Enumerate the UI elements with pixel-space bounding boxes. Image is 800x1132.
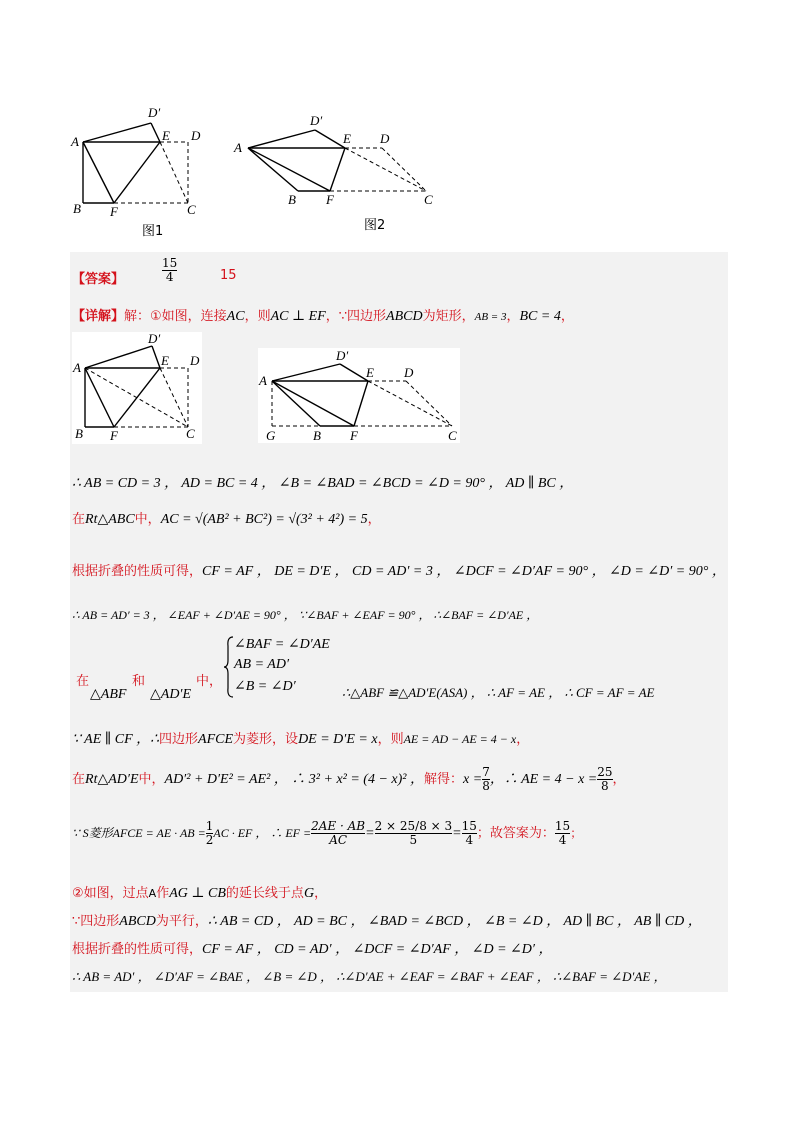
label-dprime: D′ <box>148 105 161 120</box>
line7-x: x = <box>463 772 483 787</box>
line8-end: ； <box>570 826 583 840</box>
intro-text-b: ，则 <box>244 309 271 324</box>
label-a: A <box>73 360 81 375</box>
label-b: B <box>73 201 81 216</box>
label-g: G <box>266 428 276 443</box>
line7-equation: AD′² + D′E² = AE² ， ∴ 3² + x² = (4 − x)² ， <box>164 772 424 787</box>
intro-math-bc: BC = 4 <box>519 309 561 324</box>
label-d: D <box>380 131 390 146</box>
label-e: E <box>161 353 169 368</box>
label-c: C <box>424 192 433 207</box>
line7-solve: 解得： <box>424 772 464 787</box>
answer-numerator: 15 <box>162 256 178 270</box>
solution-line-4: ∴ AB = AD′ = 3 ， ∠EAF + ∠D′AE = 90° ， ∵∠BAF + ∠EAF = 90° ， ∴∠BAF = ∠D′AE ， <box>72 608 539 622</box>
label-a: A <box>259 373 267 388</box>
line8-eq2: = <box>452 826 462 841</box>
label-e: E <box>162 128 170 143</box>
line9-b: 为平行， <box>155 914 208 929</box>
line8-half-den: 2 <box>205 833 214 847</box>
label-b: B <box>313 428 321 443</box>
part2-point-g: G <box>303 886 315 901</box>
solution-line-8 <box>72 820 582 847</box>
line8-ef: AC · EF ， ∴ EF = <box>213 826 312 840</box>
line3-pre: 根据折叠的性质可得， <box>72 564 203 579</box>
line9-a: ∵四边形 <box>72 914 120 929</box>
solution-line-10 <box>72 938 552 958</box>
line6-afce: AFCE <box>198 732 234 747</box>
figure-2-caption: 图2 <box>364 218 386 233</box>
label-c: C <box>448 428 457 443</box>
part2-d: ， <box>314 886 328 901</box>
intro-math-perp: AC ⊥ EF <box>270 309 326 324</box>
label-e: E <box>366 365 374 380</box>
label-dprime: D′ <box>148 332 161 346</box>
line8-frac2-num: 2 × 25/8 × 3 <box>374 819 453 833</box>
line6-ae: AE = AD − AE = 4 − x <box>403 732 517 746</box>
brace <box>224 636 234 698</box>
part2-point-a: A <box>148 887 157 900</box>
line8-frac1-den: AC <box>311 833 365 847</box>
part2-b: 作 <box>156 886 170 901</box>
line5-triangle-2: △AD′E <box>150 687 192 702</box>
line10-pre: 根据折叠的性质可得， <box>72 942 203 957</box>
solution-line-7 <box>72 766 626 793</box>
intro-math-ab: AB = 3 <box>474 311 507 323</box>
solution-line-2 <box>72 508 381 528</box>
line8-frac4-den: 4 <box>555 833 570 847</box>
intro-text-e: ， <box>506 309 520 324</box>
part2-perp: AG ⊥ CB <box>169 886 226 901</box>
line2-triangle: Rt△ABC <box>85 512 135 527</box>
line2-pre: 在 <box>72 512 86 527</box>
line2-end: ， <box>367 512 381 527</box>
line6-b: 四边形 <box>159 732 199 747</box>
line5-in: 中， <box>196 674 223 689</box>
line7-end: ， <box>612 772 626 787</box>
intro-math-ac: AC <box>226 309 245 324</box>
answer-fraction <box>162 257 177 284</box>
line8-area: ∵ S菱形AFCE = AE · AB = <box>72 826 206 840</box>
line6-de: DE = D′E = x <box>298 732 378 747</box>
line5-condition-2: AB = AD′ <box>234 657 290 672</box>
solution-line-1: ∴ AB = CD = 3 ， AD = BC = 4 ， ∠B = ∠BAD = ∠BCD = ∠D = 90° ， AD ∥ BC ， <box>72 476 574 491</box>
label-b: B <box>288 192 296 207</box>
line8-half-num: 1 <box>205 819 214 833</box>
line5-result: ∴△ABF ≌△AD′E(ASA) ， ∴ AF = AE ， ∴ CF = AF = AE <box>342 685 655 700</box>
label-f: F <box>110 204 118 219</box>
solution-figure-2 <box>258 348 460 443</box>
label-f: F <box>110 428 118 443</box>
line7-frac1-num: 7 <box>482 765 490 779</box>
line8-frac3-num: 15 <box>461 819 477 833</box>
answer-denominator: 4 <box>162 270 177 284</box>
label-a: A <box>234 140 242 155</box>
line8-answer-text: ；故答案为： <box>476 826 555 841</box>
line7-frac2-den: 8 <box>597 779 612 793</box>
line8-eq: = <box>365 826 375 841</box>
solution-line-3 <box>72 560 726 580</box>
line8-frac2-den: 5 <box>375 833 453 847</box>
line5-and: 和 <box>132 674 146 689</box>
line8-frac4-num: 15 <box>554 819 571 833</box>
answer-second: 15 <box>220 268 237 283</box>
label-b: B <box>75 426 83 441</box>
answer-label: 【答案】 <box>72 272 125 287</box>
label-dprime: D′ <box>336 348 349 363</box>
intro-text-c: ，∵四边形 <box>325 309 387 324</box>
label-f: F <box>350 428 358 443</box>
label-d: D <box>404 365 414 380</box>
intro-text-d: 为矩形， <box>422 309 475 324</box>
line8-frac3-den: 4 <box>462 833 477 847</box>
label-dprime: D′ <box>310 113 323 128</box>
line6-d: ，则 <box>377 732 404 747</box>
figure-2 <box>230 100 450 230</box>
line7-ae: ，∴ AE = 4 − x = <box>489 772 598 787</box>
solution-line-6 <box>72 728 529 748</box>
figure-1-caption: 图1 <box>142 224 164 239</box>
label-c: C <box>187 202 196 217</box>
line10-math: CF = AF ， CD = AD′ ， ∠DCF = ∠D′AF ， ∠D = ∠D′ ， <box>202 942 553 957</box>
line5-pre: 在 <box>76 674 90 689</box>
label-d: D <box>190 353 200 368</box>
label-a: A <box>71 134 79 149</box>
part2-a: ②如图，过点 <box>72 886 149 901</box>
line5-condition-3: ∠B = ∠D′ <box>234 679 296 694</box>
intro-text-a: 解：①如图，连接 <box>124 309 227 324</box>
detail-label: 【详解】 <box>72 309 125 324</box>
detail-intro <box>72 305 574 325</box>
solution-line-9 <box>72 910 702 930</box>
line7-mid: 中， <box>138 772 165 787</box>
solution-line-11: ∴ AB = AD′ ， ∠D′AF = ∠BAE ， ∠B = ∠D ， ∴∠D′AE + ∠EAF = ∠BAF + ∠EAF ， ∴∠BAF = ∠D′AE ， <box>72 969 667 984</box>
line3-math: CF = AF ， DE = D′E ， CD = AD′ = 3 ， ∠DCF = ∠D′AF = 90° ， ∠D = ∠D′ = 90° ， <box>202 564 726 579</box>
solution-figure-1 <box>72 332 202 444</box>
line7-pre: 在 <box>72 772 86 787</box>
line9-math: ∴ AB = CD ， AD = BC ， ∠BAD = ∠BCD ， ∠B = ∠D ， AD ∥ BC ， AB ∥ CD ， <box>207 914 702 929</box>
line7-triangle: Rt△AD′E <box>85 772 139 787</box>
line9-abcd: ABCD <box>119 914 156 929</box>
line6-a: ∵ AE ∥ CF ，∴ <box>72 732 160 747</box>
line6-c: 为菱形，设 <box>233 732 299 747</box>
label-f: F <box>326 192 334 207</box>
line6-e: ， <box>516 732 530 747</box>
intro-math-abcd: ABCD <box>386 309 423 324</box>
line2-equation: AC = √(AB² + BC²) = √(3² + 4²) = 5 <box>160 512 368 527</box>
line7-frac1-den: 8 <box>482 779 490 793</box>
label-c: C <box>186 426 195 441</box>
label-e: E <box>343 131 351 146</box>
line8-frac1-num: 2AE · AB <box>311 819 366 833</box>
figure-1 <box>70 100 220 240</box>
intro-text-f: ， <box>560 309 574 324</box>
part2-c: 的延长线于点 <box>225 886 304 901</box>
line5-triangle-1: △ABF <box>90 687 127 702</box>
part2-intro <box>72 882 327 902</box>
line7-frac2-num: 25 <box>597 765 613 779</box>
line2-mid: 中， <box>134 512 161 527</box>
label-d: D <box>191 128 201 143</box>
line5-condition-1: ∠BAF = ∠D′AE <box>234 637 330 652</box>
